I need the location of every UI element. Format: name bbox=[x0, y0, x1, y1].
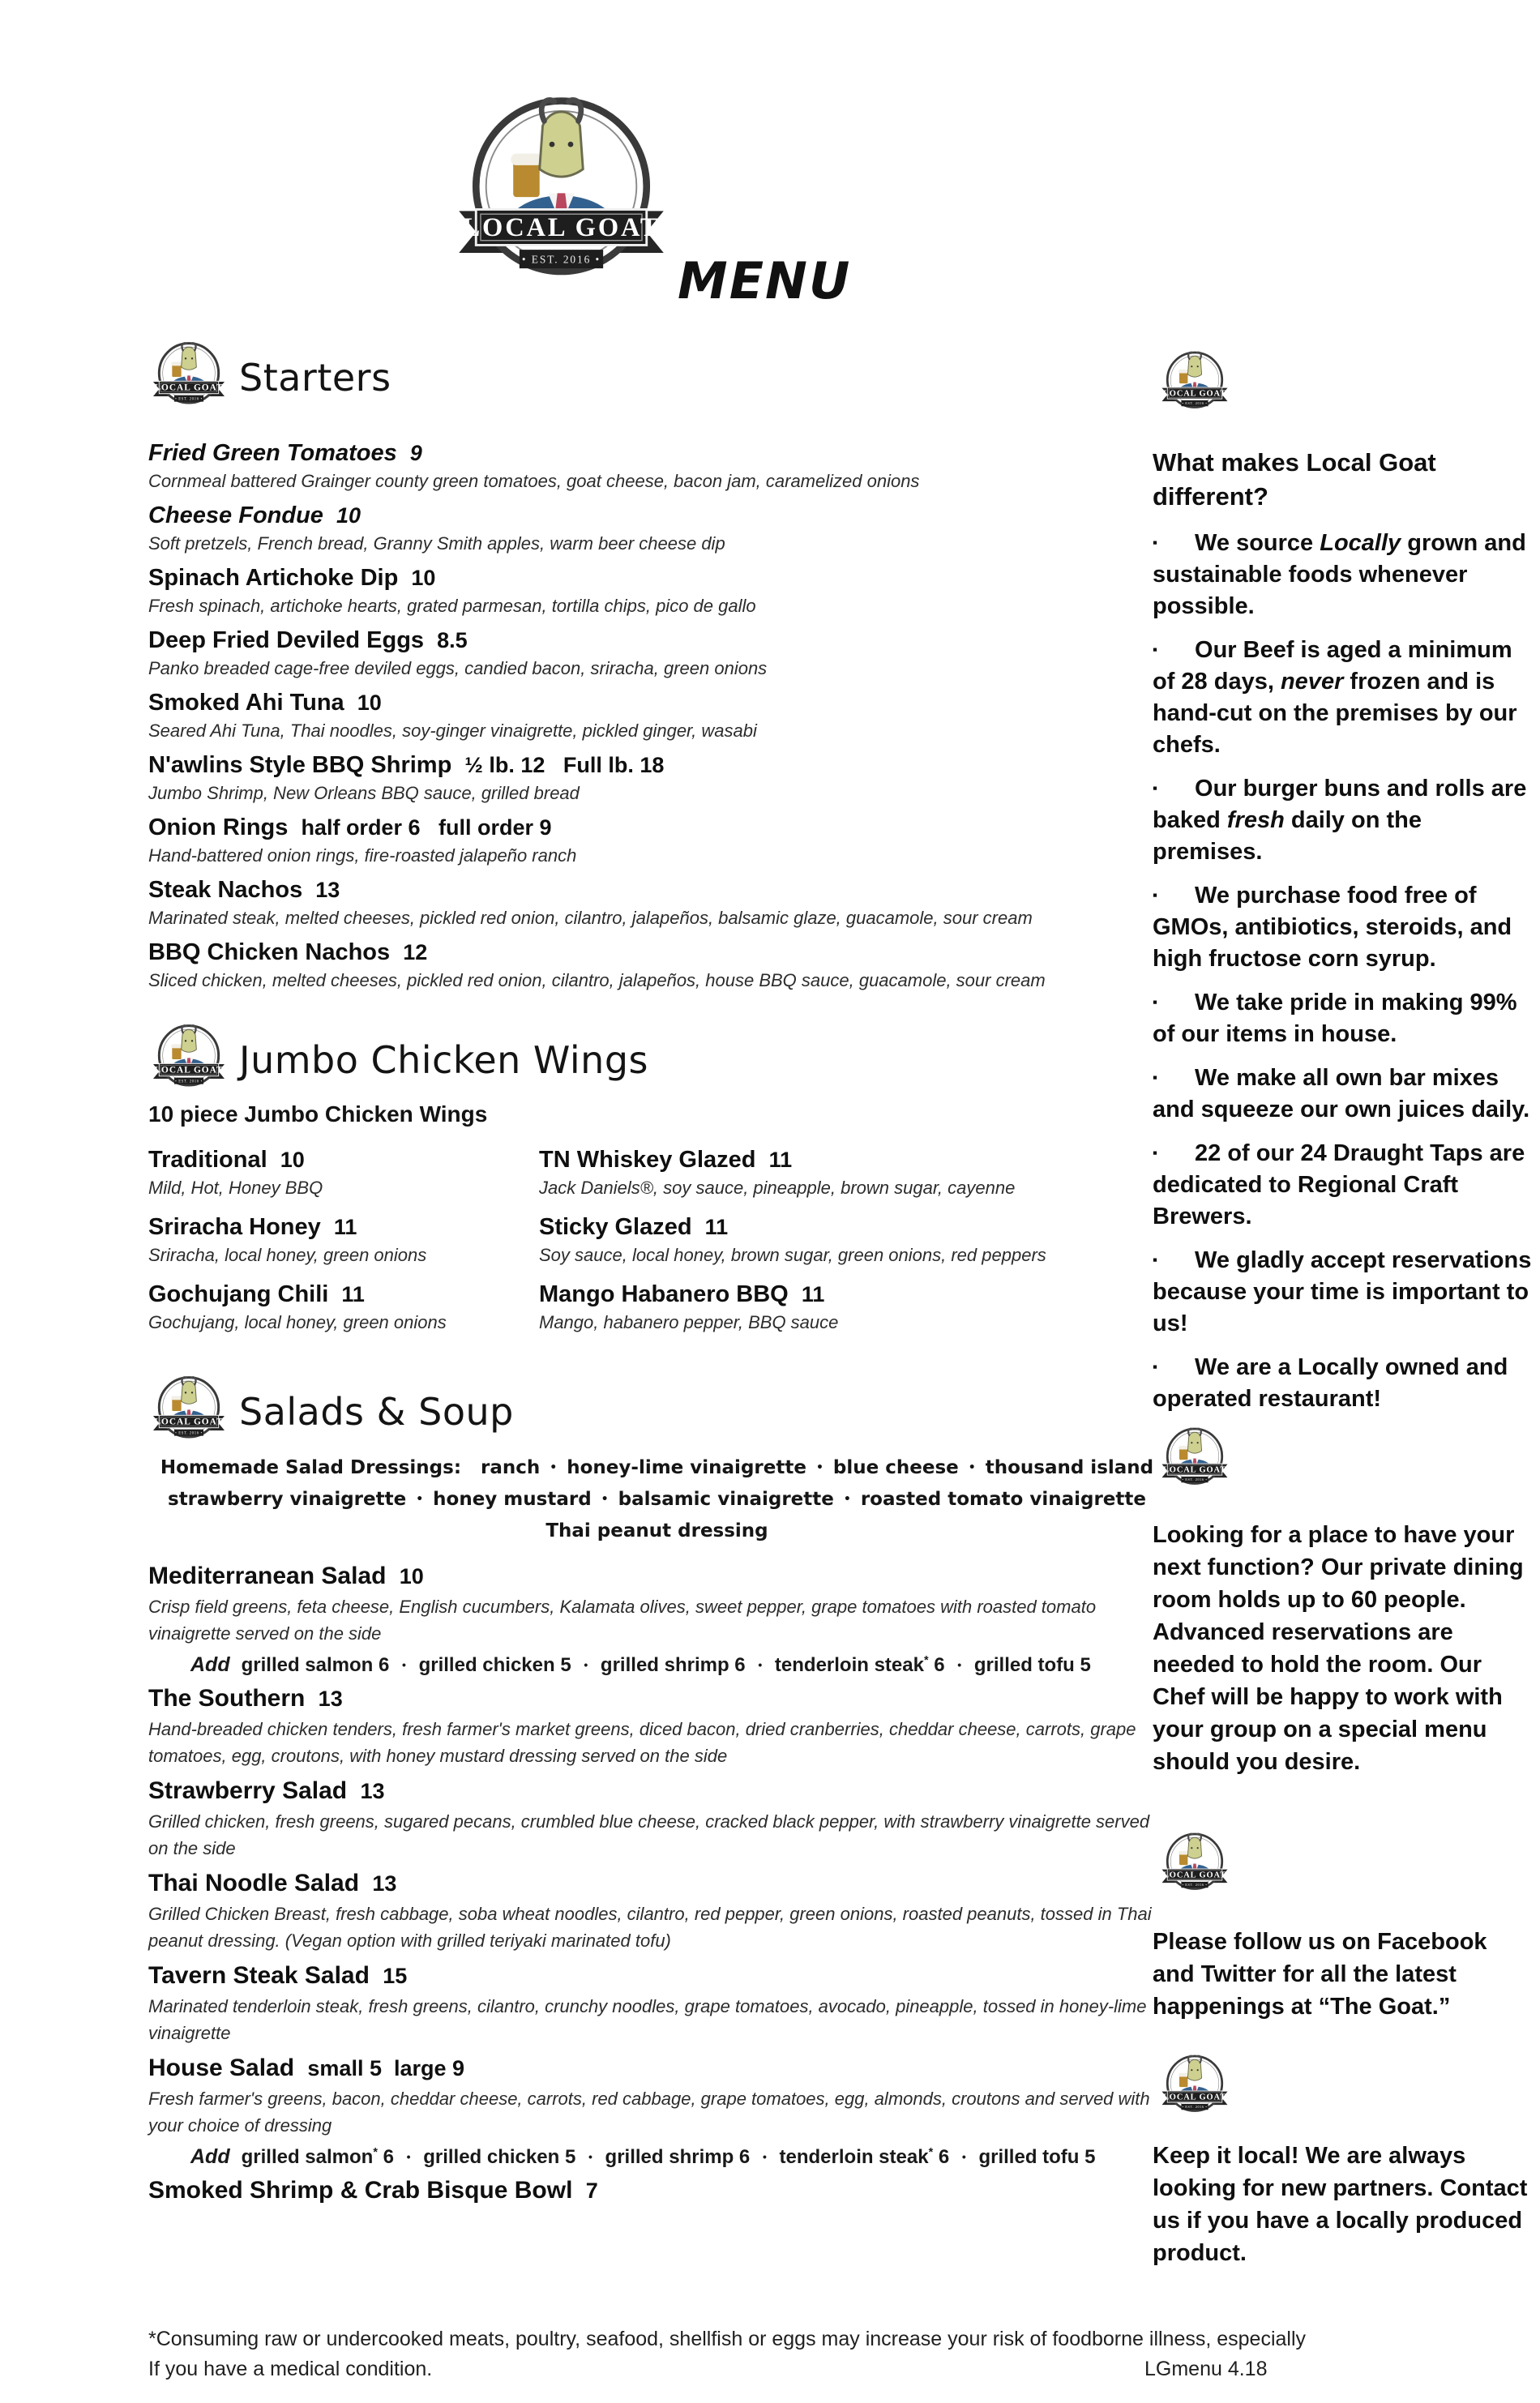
bullet-separator-icon: • bbox=[601, 1493, 609, 1506]
bullet-separator-icon: • bbox=[550, 1461, 558, 1474]
private-dining-paragraph: Looking for a place to have your next function? Our private dining room holds up to 60 people. Advanced reservations are needed to hold the room. Our Chef will be happy to work with your group on a special menu should you desire. bbox=[1153, 1522, 1524, 1775]
disclaimer-line-2: If you have a medical condition. bbox=[148, 2358, 433, 2380]
item-price: 13 bbox=[372, 1871, 397, 1896]
menu-item bbox=[148, 626, 1166, 680]
add-option-price: 6 bbox=[938, 2146, 950, 2168]
dressings-line: Thai peanut dressing bbox=[545, 1520, 768, 1541]
menu-item bbox=[148, 2054, 1166, 2169]
add-option-price: 6 bbox=[378, 1654, 390, 1676]
add-option-price: 6 bbox=[738, 2146, 751, 2168]
wings-subtitle: 10 piece Jumbo Chicken Wings bbox=[148, 1101, 488, 1127]
item-name: Mediterranean Salad 10 bbox=[148, 1563, 424, 1589]
bullet-separator-icon: • bbox=[416, 1493, 424, 1506]
item-name: BBQ Chicken Nachos 12 bbox=[148, 939, 428, 965]
add-option-price: 6 bbox=[383, 2146, 394, 2168]
menu-item bbox=[148, 564, 1166, 618]
add-option-price: 5 bbox=[1084, 2146, 1096, 2168]
bullet-separator-icon: • bbox=[815, 1461, 823, 1474]
starters-items bbox=[148, 439, 1166, 992]
dressings-line: strawberry vinaigrette • honey mustard • balsamic vinaigrette • roasted tomato vinaigrette bbox=[168, 1489, 1146, 1510]
social-media-paragraph: Please follow us on Facebook and Twitter for all the latest happenings at “The Goat.” bbox=[1153, 1929, 1487, 2020]
local-goat-badge-icon bbox=[1157, 350, 1232, 418]
section-wings bbox=[148, 1023, 1166, 1348]
item-description: Fresh spinach, artichoke hearts, grated parmesan, tortilla chips, pico de gallo bbox=[148, 596, 756, 616]
item-price: 13 bbox=[315, 878, 340, 902]
item-price: 11 bbox=[768, 1148, 793, 1172]
info-bullet: ▪ We purchase food free of GMOs, antibiotics, steroids, and high fructose corn syrup. bbox=[1153, 883, 1512, 972]
item-name: Smoked Ahi Tuna 10 bbox=[148, 690, 382, 716]
item-description: Mango, habanero pepper, BBQ sauce bbox=[539, 1312, 839, 1332]
bullet-marker-icon: ▪ bbox=[1153, 1252, 1158, 1268]
disclaimer-line-2-row bbox=[148, 2354, 1510, 2384]
add-option-price: 6 bbox=[934, 1654, 945, 1676]
add-option-price: 5 bbox=[564, 2146, 576, 2168]
item-name: Tavern Steak Salad 15 bbox=[148, 1962, 408, 1989]
info-bullet: ▪ Our burger buns and rolls are baked fresh daily on the premises. bbox=[1153, 776, 1527, 865]
item-name: Sriracha Honey 11 bbox=[148, 1214, 357, 1240]
menu-item bbox=[148, 689, 1166, 742]
bullet-marker-icon: ▪ bbox=[1153, 780, 1158, 796]
item-name: Thai Noodle Salad 13 bbox=[148, 1870, 397, 1896]
menu-item bbox=[148, 1213, 531, 1267]
menu-item bbox=[148, 1684, 1166, 1769]
info-bullet: ▪ Our Beef is aged a minimum of 28 days, never frozen and is hand-cut on the premises by our chefs. bbox=[1153, 637, 1517, 758]
item-price: ½ lb. 12 Full lb. 18 bbox=[464, 753, 665, 777]
item-description: Soft pretzels, French bread, Granny Smith apples, warm beer cheese dip bbox=[148, 533, 725, 554]
item-price: 10 bbox=[399, 1564, 424, 1588]
wings-column-left bbox=[148, 1146, 531, 1348]
item-price: 13 bbox=[318, 1687, 343, 1711]
info-right-column bbox=[1153, 340, 1532, 2269]
menu-item bbox=[539, 1213, 1166, 1267]
menu-item bbox=[148, 1777, 1166, 1862]
wings-grid bbox=[148, 1146, 1166, 1348]
item-name: Smoked Shrimp & Crab Bisque Bowl 7 bbox=[148, 2177, 598, 2204]
local-goat-badge-icon bbox=[148, 1024, 229, 1097]
starters-header bbox=[148, 340, 1166, 415]
menu-item bbox=[148, 2176, 1166, 2205]
item-price: 9 bbox=[409, 441, 422, 465]
menu-version: LGmenu 4.18 bbox=[1144, 2358, 1268, 2380]
section-title-wings: Jumbo Chicken Wings bbox=[239, 1038, 648, 1082]
menu-item bbox=[148, 939, 1166, 992]
menu-item bbox=[148, 439, 1166, 493]
info-bullet-list bbox=[1153, 527, 1532, 1415]
bullet-marker-icon: ▪ bbox=[1153, 887, 1158, 903]
menu-item bbox=[148, 1281, 531, 1334]
bullet-separator-icon: • bbox=[968, 1461, 976, 1474]
bullet-marker-icon: ▪ bbox=[1153, 642, 1158, 657]
item-name: The Southern 13 bbox=[148, 1685, 343, 1712]
item-description: Fresh farmer's greens, bacon, cheddar cheese, carrots, red cabbage, grape tomatoes, egg, almonds, croutons and served with your choice of dressing bbox=[148, 2089, 1150, 2136]
dressings-label: Homemade Salad Dressings: bbox=[160, 1457, 462, 1478]
bullet-separator-icon: • bbox=[961, 2150, 966, 2163]
item-price: 11 bbox=[341, 1282, 365, 1306]
item-name: N'awlins Style BBQ Shrimp ½ lb. 12 Full lb. 18 bbox=[148, 752, 665, 778]
local-goat-badge-icon bbox=[1157, 2054, 1232, 2122]
menu-item bbox=[148, 876, 1166, 930]
item-description: Crisp field greens, feta cheese, English cucumbers, Kalamata olives, sweet pepper, grape tomatoes with roasted tomato vinaigrette served on the side bbox=[148, 1597, 1097, 1644]
add-option-price: 5 bbox=[560, 1654, 571, 1676]
item-price: 15 bbox=[383, 1964, 408, 1988]
item-description: Marinated tenderloin steak, fresh greens, cilantro, crunchy noodles, grape tomatoes, avocado, pineapple, tossed in honey-lime vinaigrette bbox=[148, 1996, 1147, 2043]
item-name: House Salad small 5 large 9 bbox=[148, 2055, 465, 2081]
item-description: Grilled chicken, fresh greens, sugared pecans, crumbled blue cheese, cracked black pepper, with strawberry vinaigrette served on the side bbox=[148, 1811, 1150, 1858]
info-bullet: ▪ We gladly accept reservations because your time is important to us! bbox=[1153, 1247, 1532, 1336]
menu-item bbox=[148, 751, 1166, 805]
item-name: TN Whiskey Glazed 11 bbox=[539, 1147, 793, 1173]
item-description: Seared Ahi Tuna, Thai noodles, soy-ginger vinaigrette, pickled ginger, wasabi bbox=[148, 720, 757, 741]
item-name: Steak Nachos 13 bbox=[148, 877, 340, 903]
item-name: Traditional 10 bbox=[148, 1147, 305, 1173]
item-description: Hand-battered onion rings, fire-roasted jalapeño ranch bbox=[148, 845, 577, 866]
item-name: Gochujang Chili 11 bbox=[148, 1281, 365, 1307]
info-heading: What makes Local Goat different? bbox=[1153, 448, 1436, 511]
item-price: 11 bbox=[333, 1215, 357, 1239]
section-starters bbox=[148, 340, 1166, 1001]
item-name: Spinach Artichoke Dip 10 bbox=[148, 565, 436, 591]
item-name: Fried Green Tomatoes 9 bbox=[148, 440, 422, 466]
disclaimer-line-1: *Consuming raw or undercooked meats, poultry, seafood, shellfish or eggs may increase your risk of foodborne illness, especially bbox=[148, 2328, 1307, 2350]
local-goat-badge-icon bbox=[1157, 1426, 1232, 1494]
bullet-separator-icon: • bbox=[588, 2150, 592, 2163]
add-label: Add bbox=[190, 2145, 230, 2168]
item-description: Jack Daniels®, soy sauce, pineapple, brown sugar, cayenne bbox=[539, 1178, 1016, 1198]
add-option-price: 5 bbox=[1080, 1654, 1091, 1676]
item-description: Gochujang, local honey, green onions bbox=[148, 1312, 447, 1332]
local-goat-badge-icon bbox=[148, 341, 229, 414]
salads-items bbox=[148, 1562, 1166, 2205]
item-price: 8.5 bbox=[437, 628, 468, 652]
wings-header bbox=[148, 1023, 1166, 1097]
info-bullet: ▪ We are a Locally owned and operated restaurant! bbox=[1153, 1354, 1508, 1412]
menu-item bbox=[148, 1869, 1166, 1954]
item-price: 10 bbox=[336, 503, 361, 528]
add-options-line: Add grilled salmon* 6 • grilled chicken 5 • grilled shrimp 6 • tenderloin steak* 6 • grilled tofu 5 bbox=[190, 2145, 1096, 2168]
item-description: Sliced chicken, melted cheeses, pickled red onion, cilantro, jalapeños, house BBQ sauce, guacamole, sour cream bbox=[148, 970, 1046, 990]
item-price: half order 6 full order 9 bbox=[301, 815, 552, 840]
item-price: 7 bbox=[585, 2179, 598, 2203]
bullet-separator-icon: • bbox=[758, 1658, 763, 1671]
item-description: Cornmeal battered Grainger county green tomatoes, goat cheese, bacon jam, caramelized onions bbox=[148, 471, 920, 491]
item-description: Soy sauce, local honey, brown sugar, green onions, red peppers bbox=[539, 1245, 1046, 1265]
salad-dressings bbox=[148, 1452, 1166, 1547]
item-price: 13 bbox=[360, 1779, 385, 1803]
page-title: MENU bbox=[678, 251, 852, 310]
footer-disclaimer bbox=[148, 2324, 1510, 2384]
bullet-separator-icon: • bbox=[402, 1658, 406, 1671]
bullet-separator-icon: • bbox=[843, 1493, 851, 1506]
bullet-separator-icon: • bbox=[584, 1658, 588, 1671]
info-bullet: ▪ 22 of our 24 Draught Taps are dedicated to Regional Craft Brewers. bbox=[1153, 1140, 1525, 1229]
item-name: Strawberry Salad 13 bbox=[148, 1777, 385, 1804]
item-description: Marinated steak, melted cheeses, pickled red onion, cilantro, jalapeños, balsamic glaze, guacamole, sour cream bbox=[148, 908, 1033, 928]
section-title-salads: Salads & Soup bbox=[239, 1390, 514, 1434]
item-description: Hand-breaded chicken tenders, fresh farmer's market greens, diced bacon, dried cranberries, cheddar cheese, carrots, grape tomatoes, egg, croutons, with honey mustard dressing served on the side bbox=[148, 1719, 1136, 1766]
info-bullet: ▪ We source Locally grown and sustainable foods whenever possible. bbox=[1153, 530, 1526, 619]
add-label: Add bbox=[190, 1653, 230, 1676]
item-description: Jumbo Shrimp, New Orleans BBQ sauce, grilled bread bbox=[148, 783, 580, 803]
item-price: small 5 large 9 bbox=[307, 2056, 465, 2080]
item-description: Grilled Chicken Breast, fresh cabbage, soba wheat noodles, cilantro, red pepper, green onions, roasted peanuts, tossed in Thai peanut dressing. (Vegan option with grilled teriyaki marinated tofu) bbox=[148, 1904, 1152, 1951]
item-price: 11 bbox=[801, 1282, 825, 1306]
item-description: Panko breaded cage-free deviled eggs, candied bacon, sriracha, green onions bbox=[148, 658, 768, 678]
info-bullet: ▪ We take pride in making 99% of our items in house. bbox=[1153, 990, 1517, 1047]
bullet-marker-icon: ▪ bbox=[1153, 1145, 1158, 1161]
add-option-price: 6 bbox=[734, 1654, 746, 1676]
dressings-line: Homemade Salad Dressings: ranch • honey-lime vinaigrette • blue cheese • thousand island bbox=[160, 1457, 1154, 1478]
local-goat-badge-icon bbox=[148, 1375, 229, 1448]
item-name: Sticky Glazed 11 bbox=[539, 1214, 729, 1240]
menu-item bbox=[539, 1146, 1166, 1199]
item-price: 11 bbox=[704, 1215, 729, 1239]
item-description: Sriracha, local honey, green onions bbox=[148, 1245, 427, 1265]
bullet-marker-icon: ▪ bbox=[1153, 994, 1158, 1010]
local-goat-badge-icon bbox=[1157, 1832, 1232, 1900]
bullet-marker-icon: ▪ bbox=[1153, 1359, 1158, 1375]
item-name: Onion Rings half order 6 full order 9 bbox=[148, 815, 552, 840]
item-description: Mild, Hot, Honey BBQ bbox=[148, 1178, 323, 1198]
menu-item bbox=[148, 1146, 531, 1199]
section-salads bbox=[148, 1375, 1166, 2213]
bullet-separator-icon: • bbox=[762, 2150, 767, 2163]
wings-column-right bbox=[539, 1146, 1166, 1348]
menu-item bbox=[148, 1562, 1166, 1677]
menu-item bbox=[539, 1281, 1166, 1334]
add-options-line: Add grilled salmon 6 • grilled chicken 5 • grilled shrimp 6 • tenderloin steak* 6 • grilled tofu 5 bbox=[190, 1653, 1091, 1676]
item-name: Deep Fried Deviled Eggs 8.5 bbox=[148, 627, 468, 653]
bullet-marker-icon: ▪ bbox=[1153, 535, 1158, 550]
section-title-starters: Starters bbox=[239, 356, 391, 400]
bullet-marker-icon: ▪ bbox=[1153, 1070, 1158, 1085]
local-goat-logo bbox=[445, 94, 678, 305]
keep-it-local-paragraph: Keep it local! We are always looking for new partners. Contact us if you have a locally produced product. bbox=[1153, 2143, 1528, 2266]
menu-item bbox=[148, 814, 1166, 867]
item-price: 12 bbox=[403, 940, 428, 964]
menu-item bbox=[148, 502, 1166, 555]
item-price: 10 bbox=[411, 566, 436, 590]
menu-item bbox=[148, 1961, 1166, 2046]
item-name: Mango Habanero BBQ 11 bbox=[539, 1281, 825, 1307]
item-price: 10 bbox=[357, 691, 382, 715]
item-price: 10 bbox=[280, 1148, 305, 1172]
info-bullet: ▪ We make all own bar mixes and squeeze our own juices daily. bbox=[1153, 1065, 1530, 1122]
bullet-separator-icon: • bbox=[957, 1658, 962, 1671]
bullet-separator-icon: • bbox=[406, 2150, 411, 2163]
salads-header bbox=[148, 1375, 1166, 1449]
item-name: Cheese Fondue 10 bbox=[148, 502, 361, 528]
